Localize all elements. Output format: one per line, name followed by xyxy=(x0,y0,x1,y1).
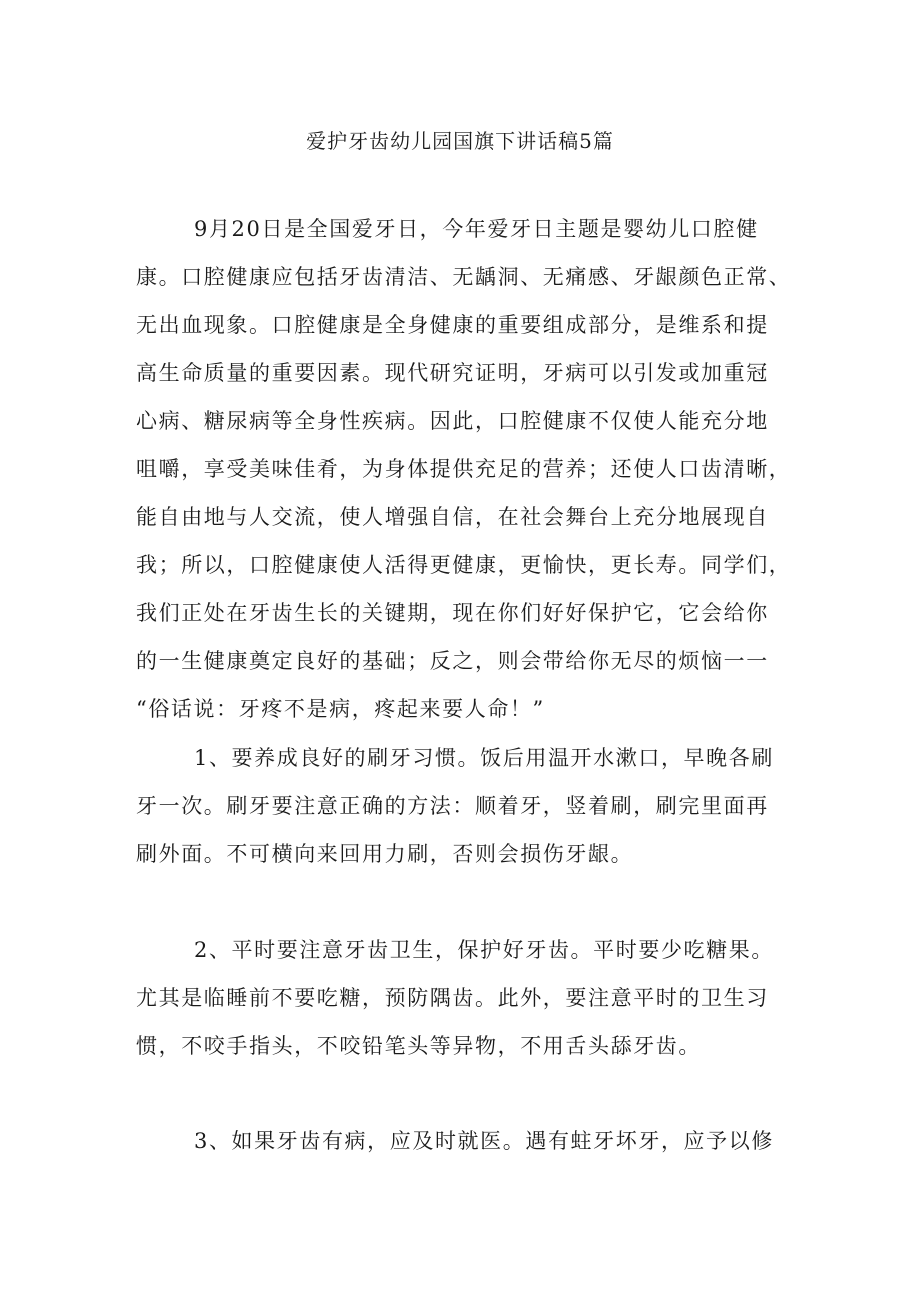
list-item-2-line: 惯，不咬手指头，不咬铅笔头等异物，不用舌头舔牙齿。 xyxy=(136,1034,701,1058)
list-item-2-line: 尤其是临睡前不要吃糖，预防隅齿。此外，要注意平时的卫生习 xyxy=(136,986,769,1010)
paragraph-line: 能自由地与人交流，使人增强自信，在社会舞台上充分地展现自 xyxy=(136,505,769,529)
paragraph-line: 的一生健康奠定良好的基础；反之，则会带给你无尽的烦恼一一 xyxy=(136,649,769,673)
list-item-3-line: 3、如果牙齿有病，应及时就医。遇有蛀牙坏牙，应予以修 xyxy=(194,1129,774,1153)
quote-line: “俗话说：牙疼不是病，疼起来要人命！” xyxy=(136,697,545,721)
paragraph-line: 我；所以，口腔健康使人活得更健康，更愉快，更长寿。同学们， xyxy=(136,553,792,577)
paragraph-line: 心病、糖尿病等全身性疾病。因此，口腔健康不仅使人能充分地 xyxy=(136,409,769,433)
paragraph-line: 无出血现象。口腔健康是全身健康的重要组成部分，是维系和提 xyxy=(136,313,769,337)
list-item-2-line: 2、平时要注意牙齿卫生，保护好牙齿。平时要少吃糖果。 xyxy=(194,938,774,962)
paragraph-line: 9月20日是全国爱牙日，今年爱牙日主题是婴幼儿口腔健 xyxy=(194,217,759,241)
list-item-1-line: 刷外面。不可横向来回用力刷，否则会损伤牙龈。 xyxy=(136,842,634,866)
list-item-1-line: 1、要养成良好的刷牙习惯。饭后用温开水漱口，早晚各刷 xyxy=(194,746,774,770)
paragraph-line: 我们正处在牙齿生长的关键期，现在你们好好保护它，它会给你 xyxy=(136,601,769,625)
paragraph-line: 咀嚼，享受美味佳肴，为身体提供充足的营养；还使人口齿清晰， xyxy=(136,457,792,481)
paragraph-line: 康。口腔健康应包括牙齿清洁、无龋洞、无痛感、牙龈颜色正常、 xyxy=(136,265,792,289)
list-item-1-line: 牙一次。刷牙要注意正确的方法：顺着牙，竖着刷，刷完里面再 xyxy=(136,794,769,818)
paragraph-line: 高生命质量的重要因素。现代研究证明，牙病可以引发或加重冠 xyxy=(136,361,769,385)
document-title: 爱护牙齿幼儿园国旗下讲话稿5篇 xyxy=(306,129,614,153)
